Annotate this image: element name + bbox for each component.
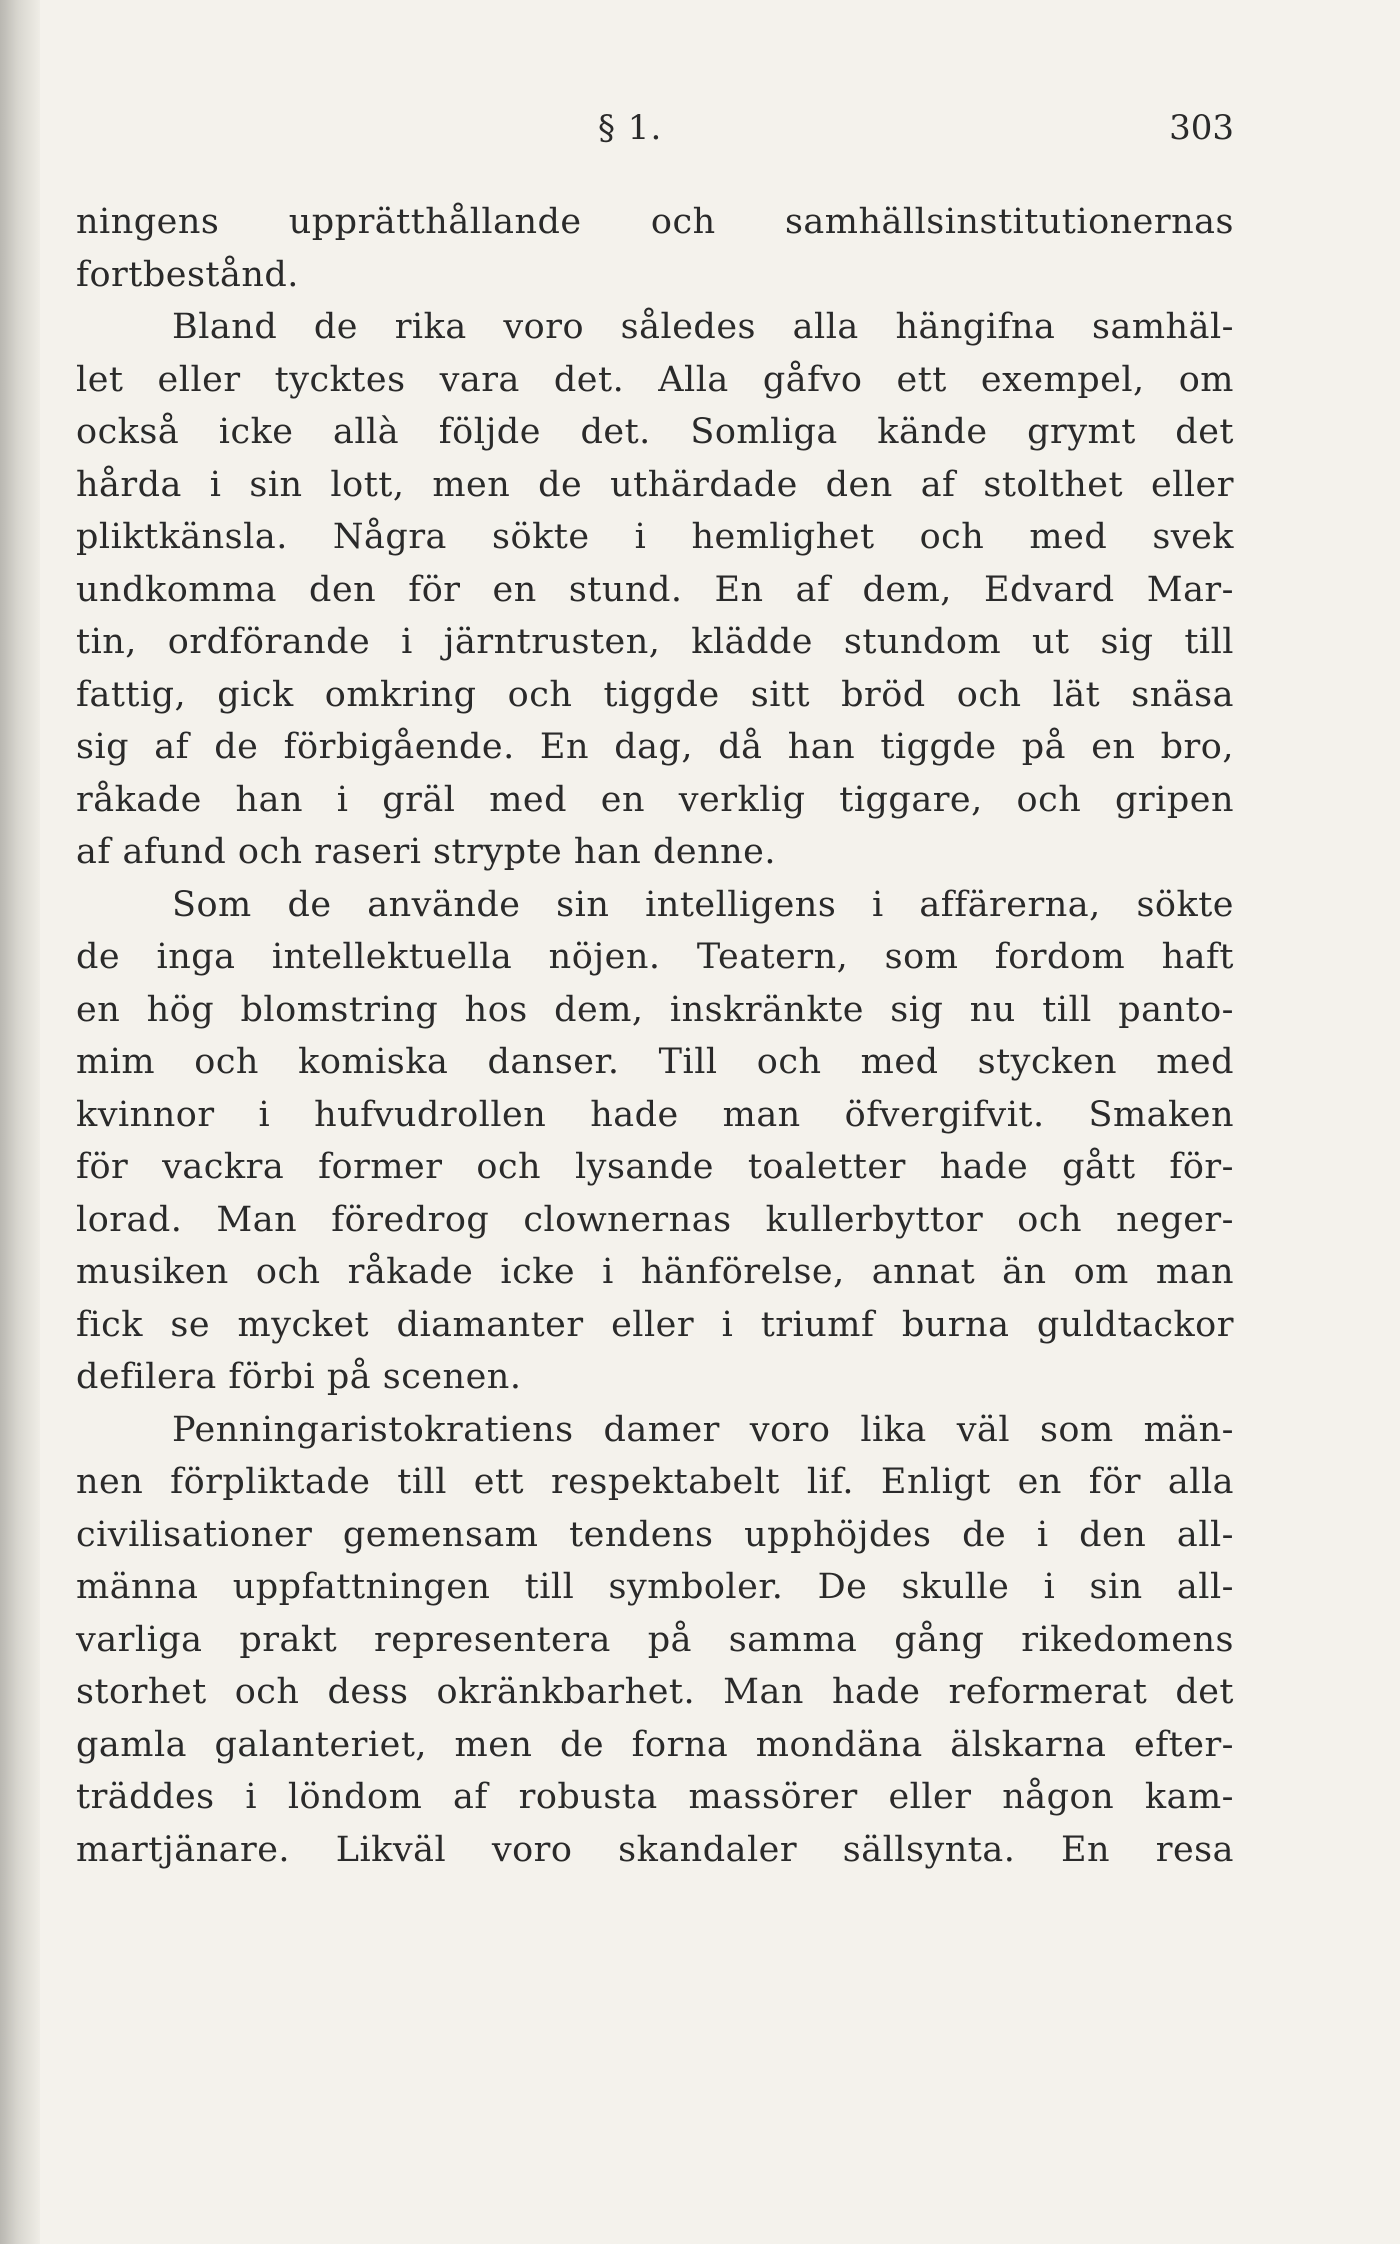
text-line: råkade han i gräl med en verklig tiggare, och gripen — [76, 779, 1234, 820]
text-line: let eller tycktes vara det. Alla gåfvo ett exempel, om — [76, 359, 1234, 400]
page-binding-shadow — [0, 0, 40, 2244]
section-marker: § 1. — [598, 108, 663, 148]
text-line: träddes i löndom af robusta massörer eller någon kam- — [76, 1777, 1234, 1817]
text-line: ningens upprätthållande och samhällsinstitutionernas — [76, 202, 1234, 242]
text-line: en hög blomstring hos dem, inskränkte sig nu till panto- — [76, 989, 1234, 1030]
text-line: Som de använde sin intelligens i affärerna, sökte — [172, 884, 1234, 925]
text-line: mim och komiska danser. Till och med stycken med — [76, 1042, 1234, 1082]
text-line: pliktkänsla. Några sökte i hemlighet och med svek — [76, 517, 1234, 557]
text-line: Bland de rika voro således alla hängifna samhäl- — [172, 307, 1234, 347]
text-line: kvinnor i hufvudrollen hade man öfvergifvit. Smaken — [76, 1094, 1234, 1135]
text-line: nen förpliktade till ett respektabelt lif. Enligt en för alla — [76, 1462, 1234, 1502]
page-number: 303 — [1169, 108, 1234, 148]
text-line: för vackra former och lysande toaletter hade gått för- — [76, 1147, 1234, 1187]
text-line: musiken och råkade icke i hänförelse, annat än om man — [76, 1252, 1234, 1292]
text-line: de inga intellektuella nöjen. Teatern, som fordom haft — [76, 937, 1234, 977]
text-line: civilisationer gemensam tendens upphöjdes de i den all- — [76, 1514, 1234, 1555]
text-line: lorad. Man föredrog clownernas kullerbyttor och neger- — [76, 1199, 1234, 1240]
text-line: gamla galanteriet, men de forna mondäna älskarna efter- — [76, 1724, 1234, 1765]
text-line: männa uppfattningen till symboler. De skulle i sin all- — [76, 1567, 1234, 1607]
page-header — [76, 108, 1234, 156]
text-line: af afund och raseri strypte han denne. — [76, 832, 776, 872]
text-line: också icke allà följde det. Somliga kände grymt det — [76, 412, 1234, 452]
text-line: martjänare. Likväl voro skandaler sällsynta. En resa — [76, 1829, 1234, 1870]
text-line: hårda i sin lott, men de uthärdade den af stolthet eller — [76, 464, 1234, 505]
text-line: varliga prakt representera på samma gång rikedomens — [76, 1619, 1234, 1660]
text-line: fattig, gick omkring och tiggde sitt bröd och lät snäsa — [76, 674, 1234, 715]
text-line: fortbestånd. — [76, 254, 299, 295]
text-line: storhet och dess okränkbarhet. Man hade reformerat det — [76, 1672, 1234, 1712]
text-line: tin, ordförande i järntrusten, klädde stundom ut sig till — [76, 622, 1234, 662]
text-line: Penningaristokratiens damer voro lika väl som män- — [172, 1409, 1234, 1450]
text-line: undkomma den för en stund. En af dem, Edvard Mar- — [76, 569, 1234, 610]
text-line: sig af de förbigående. En dag, då han tiggde på en bro, — [76, 727, 1234, 767]
body-text — [76, 196, 1234, 1876]
text-line: defilera förbi på scenen. — [76, 1357, 522, 1397]
text-line: fick se mycket diamanter eller i triumf burna guldtackor — [76, 1304, 1234, 1345]
